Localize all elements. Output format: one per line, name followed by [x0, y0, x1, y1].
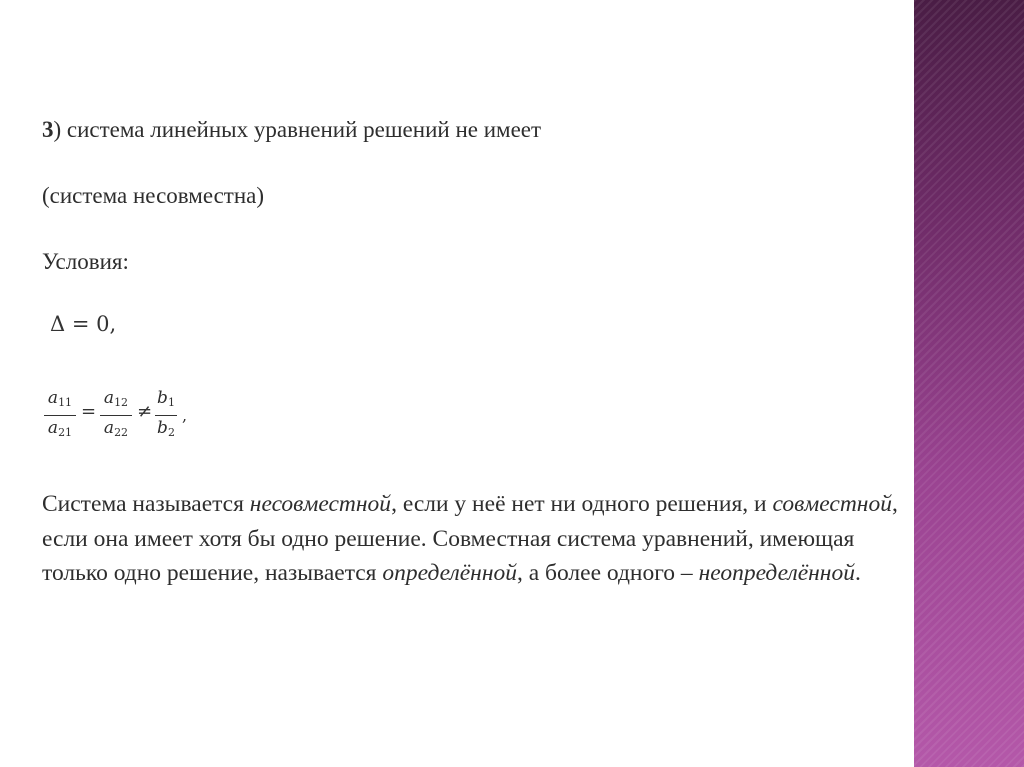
fraction-b1-b2: $b_1$ $b_2$	[155, 388, 177, 443]
decorative-side-bar	[914, 0, 1024, 767]
not-equal-sign: ≠	[137, 401, 153, 422]
formula-delta: Δ = 0,	[50, 312, 117, 336]
formula-comma: ,	[182, 406, 188, 425]
fraction-a11-a21: $a_{11}$ $a_{21}$	[44, 388, 76, 443]
heading-text: ) система линейных уравнений решений не имеет	[53, 117, 542, 142]
equals-sign: =	[81, 401, 97, 422]
term-inconsistent: несовместной	[249, 491, 392, 517]
term-undetermined: неопределённой	[698, 560, 855, 586]
term-consistent: совместной	[772, 491, 892, 517]
subheading: (система несовместна)	[42, 183, 265, 208]
heading-line	[42, 116, 541, 144]
term-determined: определённой	[382, 560, 517, 586]
fraction-a12-a22: $a_{12}$ $a_{22}$	[100, 388, 132, 443]
conditions-label: Условия:	[42, 249, 129, 274]
definition-paragraph: Система называется несовместной, если у неё нет ни одного решения, и совместной, если она имеет хотя бы одно решение. Совместная система уравнений, имеющая только одно решение, называется определённой, а более одного – неопределённой.	[42, 491, 898, 586]
heading-number: 3	[42, 117, 54, 142]
